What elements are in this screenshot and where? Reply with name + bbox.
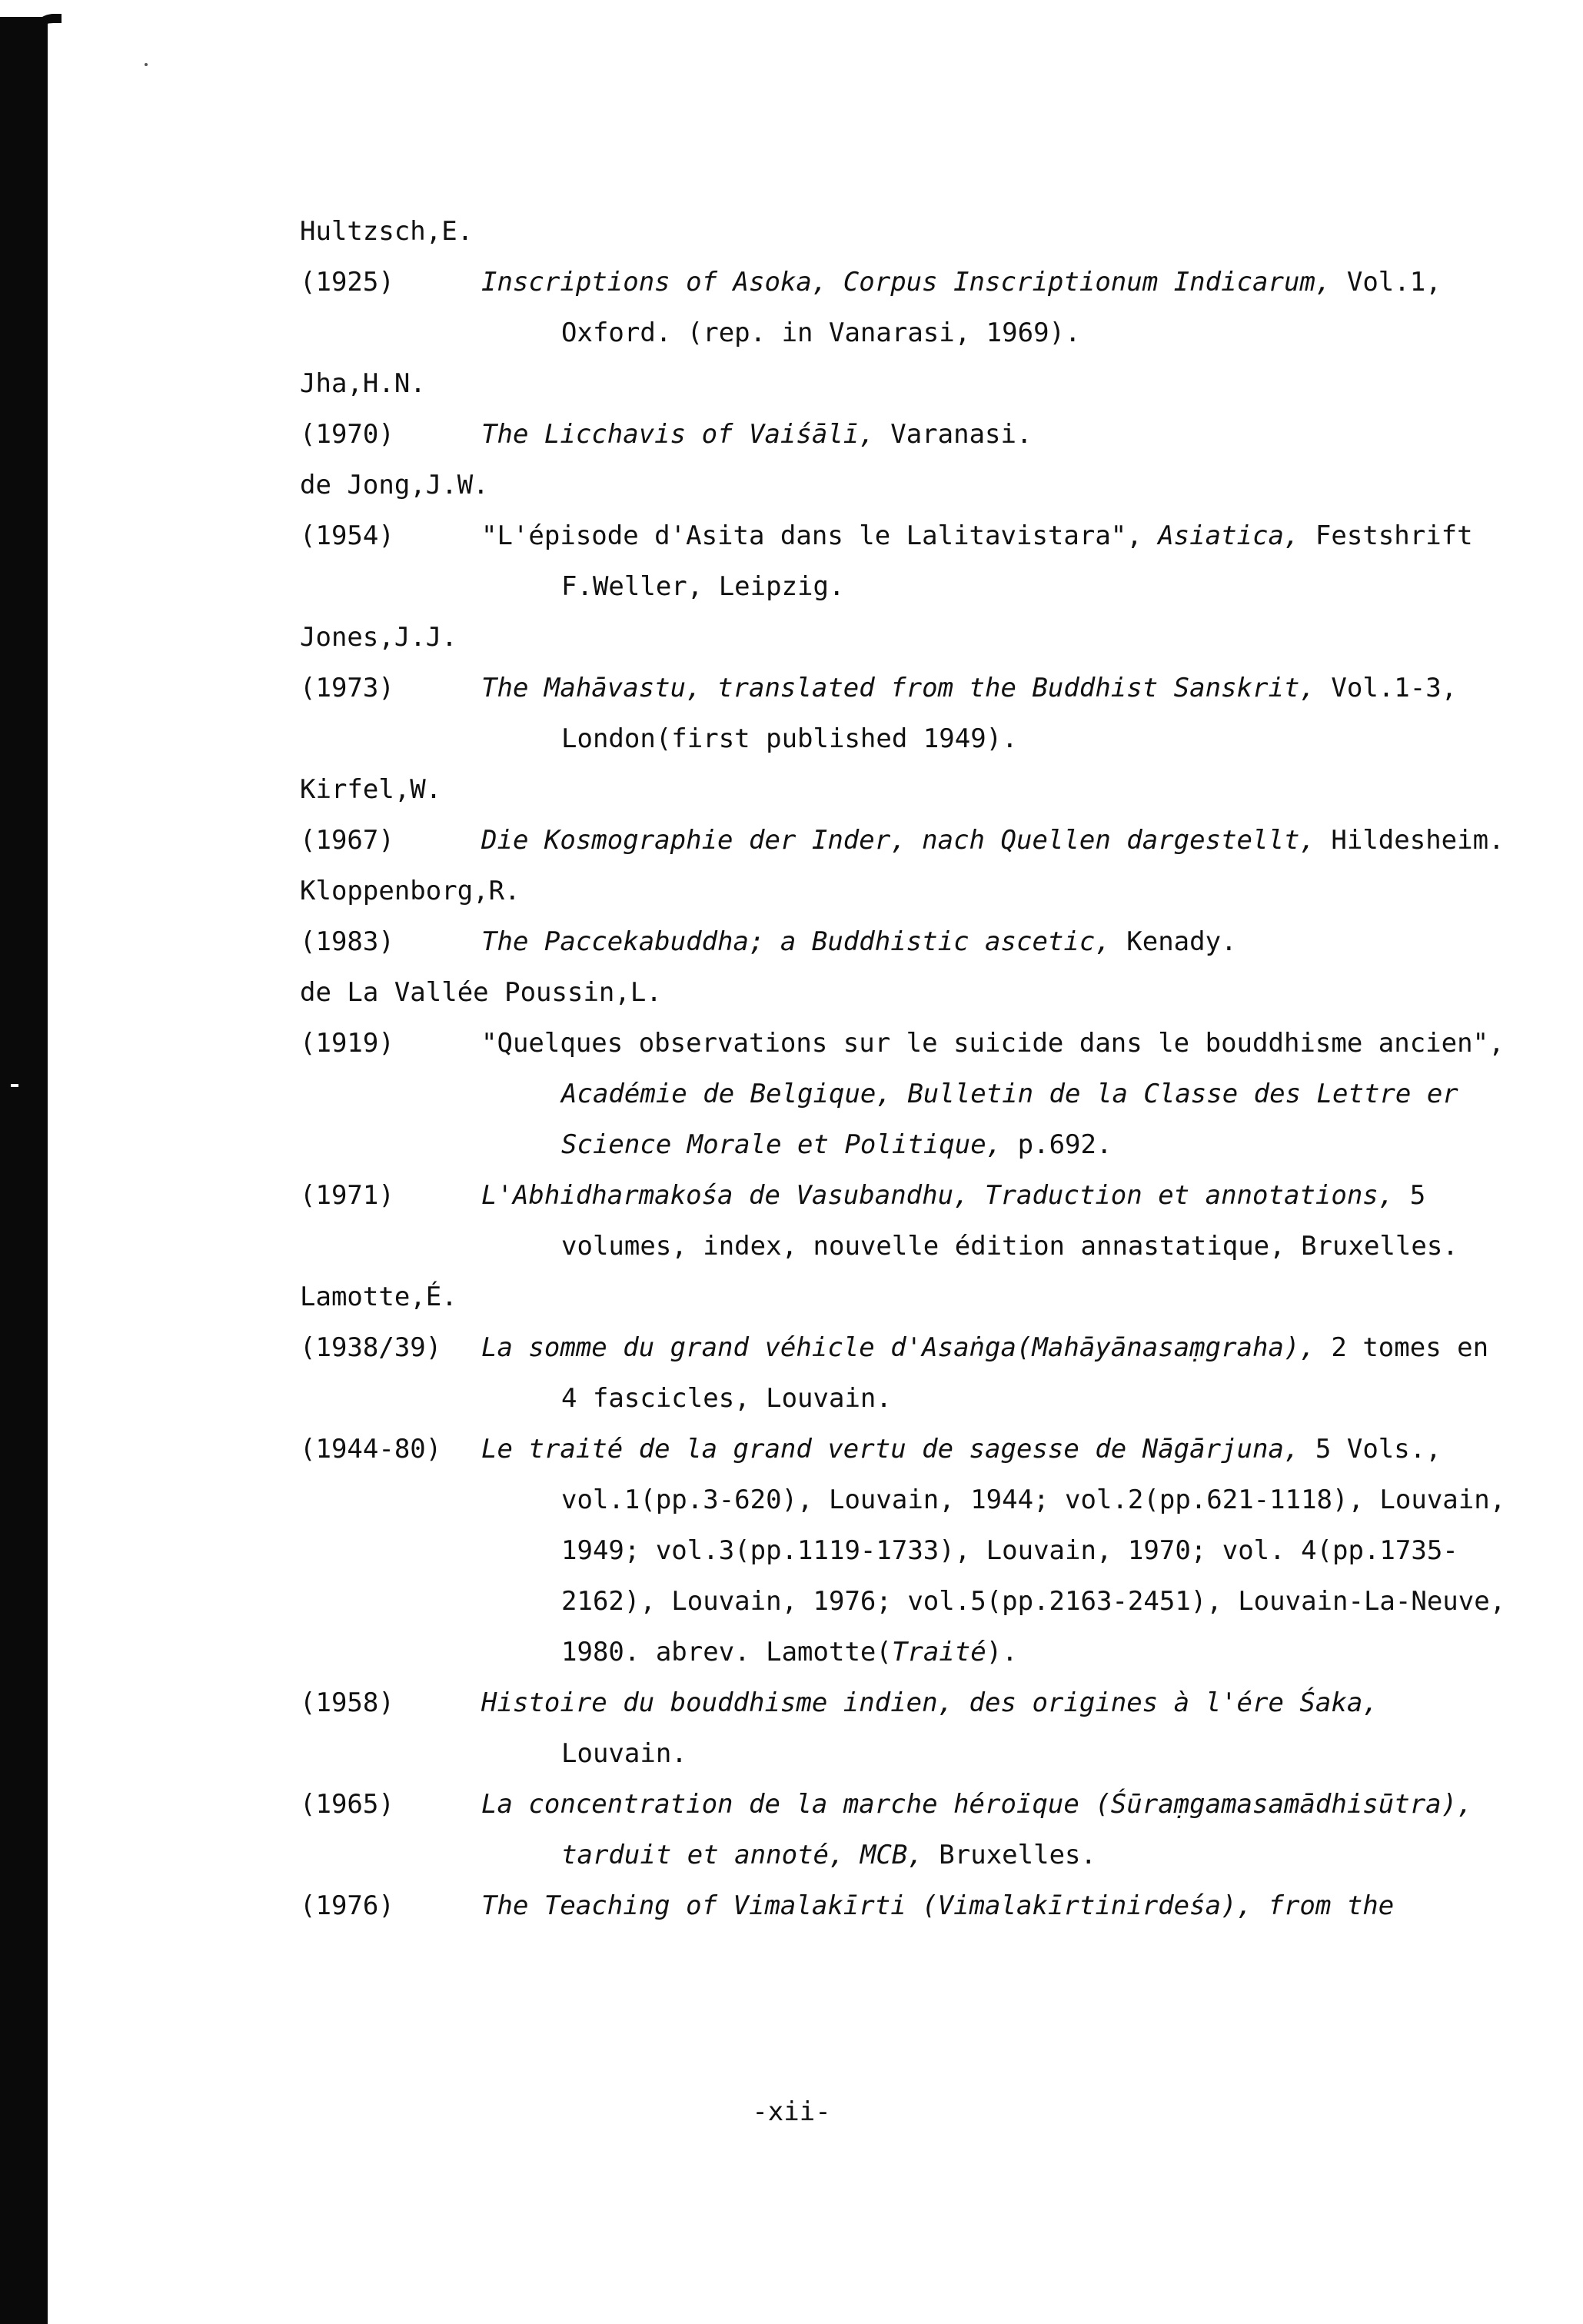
citation-text: Hildesheim. [1315, 825, 1505, 856]
entry-year: (1965) [300, 1789, 394, 1820]
citation-title: Histoire du bouddhisme indien, des origines à l'ére Śaka, [481, 1687, 1378, 1718]
entry-year: (1944-80) [300, 1434, 442, 1465]
bibliography-author: de Jong,J.W. [300, 470, 489, 500]
entry-citation [481, 1880, 1515, 1931]
entry-year: (1970) [300, 419, 394, 450]
scan-speck [145, 63, 148, 66]
citation-title: Inscriptions of Asoka, Corpus Inscriptionum Indicarum, [481, 267, 1332, 298]
bibliography-entry [300, 1424, 1515, 1677]
entry-year: (1954) [300, 520, 394, 551]
bibliography-entry [300, 1677, 1515, 1779]
entry-citation [481, 663, 1515, 764]
citation-text: Bruxelles. [923, 1840, 1096, 1870]
citation-title: Traité [891, 1637, 986, 1667]
entry-year: (1971) [300, 1180, 394, 1211]
citation-text: 5 Vols., vol.1(pp.3-620), Louvain, 1944; vol.2(pp.621-1118), Louvain, 1949; vol.3(pp.1119-1733), Louvain, 1970; vol. 4(pp.1735-2162), Louvain, 1976; vol.5(pp.2163-2451), Louvain-La-Neuve, 1980. abrev. Lamotte( [561, 1434, 1506, 1667]
citation-text: Kenady. [1110, 926, 1237, 957]
citation-text: "L'épisode d'Asita dans le Lalitavistara", [481, 520, 1159, 551]
entry-citation [481, 510, 1515, 612]
entry-citation [481, 916, 1515, 967]
citation-text: "Quelques observations sur le suicide dans le bouddhisme ancien", [481, 1028, 1505, 1059]
citation-title: Asiatica, [1158, 520, 1300, 551]
bibliography-author: Kirfel,W. [300, 774, 442, 805]
citation-text: ). [986, 1637, 1018, 1667]
entry-year: (1973) [300, 673, 394, 703]
citation-text: 2 tomes en 4 fascicles, Louvain. [561, 1332, 1489, 1414]
entry-year: (1983) [300, 926, 394, 957]
bibliography-entry [300, 815, 1515, 866]
entry-citation [481, 257, 1515, 358]
entry-citation [481, 1424, 1515, 1677]
citation-text: p.692. [1002, 1129, 1112, 1160]
entry-citation [481, 1170, 1515, 1272]
citation-title: The Paccekabuddha; a Buddhistic ascetic, [481, 926, 1111, 957]
bibliography-author: de La Vallée Poussin,L. [300, 977, 662, 1008]
citation-text: Varanasi. [874, 419, 1033, 450]
entry-year: (1919) [300, 1028, 394, 1059]
entry-year: (1976) [300, 1890, 394, 1921]
citation-text: Vol.1-3, London(first published 1949). [561, 673, 1458, 754]
scan-binding-edge [0, 17, 48, 2324]
citation-text: Louvain. [561, 1738, 687, 1769]
citation-title: L'Abhidharmakośa de Vasubandhu, Traduction et annotations, [481, 1180, 1395, 1211]
bibliography-entry [300, 1018, 1515, 1170]
bibliography-entry [300, 663, 1515, 764]
scan-margin-mark [11, 1084, 18, 1087]
citation-title: Die Kosmographie der Inder, nach Quellen dargestellt, [481, 825, 1315, 856]
entry-year: (1925) [300, 267, 394, 298]
citation-title: La concentration de la marche héroïque (Śūraṃgamasamādhisūtra), tarduit et annoté, MCB, [481, 1789, 1473, 1870]
bibliography-entry [300, 1170, 1515, 1272]
bibliography-author: Hultzsch,E. [300, 216, 474, 247]
bibliography-entry [300, 1880, 1515, 1931]
entry-citation [481, 1322, 1515, 1424]
entry-citation [481, 1677, 1515, 1779]
citation-title: La somme du grand véhicle d'Asaṅga(Mahāyānasaṃgraha), [481, 1332, 1315, 1363]
bibliography-list [300, 206, 1515, 1931]
entry-year: (1958) [300, 1687, 394, 1718]
entry-citation [481, 409, 1515, 460]
entry-citation [481, 1018, 1515, 1170]
bibliography-entry [300, 1322, 1515, 1424]
entry-citation [481, 1779, 1515, 1880]
entry-year: (1967) [300, 825, 394, 856]
bibliography-author: Jha,H.N. [300, 368, 426, 399]
citation-text: 5 volumes, index, nouvelle édition annastatique, Bruxelles. [561, 1180, 1458, 1262]
entry-citation [481, 815, 1515, 866]
citation-text: Festshrift F.Weller, Leipzig. [561, 520, 1473, 602]
bibliography-entry [300, 1779, 1515, 1880]
citation-title: The Mahāvastu, translated from the Buddhist Sanskrit, [481, 673, 1315, 703]
bibliography-entry [300, 257, 1515, 358]
bibliography-entry [300, 916, 1515, 967]
citation-title: Le traité de la grand vertu de sagesse de Nāgārjuna, [481, 1434, 1300, 1465]
bibliography-entry [300, 510, 1515, 612]
page-number: -xii- [752, 2096, 831, 2127]
citation-text: Vol.1, Oxford. (rep. in Vanarasi, 1969). [561, 267, 1442, 348]
bibliography-author: Kloppenborg,R. [300, 876, 520, 906]
citation-title: The Licchavis of Vaiśālī, [481, 419, 875, 450]
citation-title: Académie de Belgique, Bulletin de la Classe des Lettre er Science Morale et Politique, [561, 1079, 1458, 1160]
bibliography-author: Lamotte,É. [300, 1282, 457, 1312]
citation-title: The Teaching of Vimalakīrti (Vimalakīrtinirdeśa), from the [481, 1890, 1395, 1921]
bibliography-author: Jones,J.J. [300, 622, 457, 653]
bibliography-entry [300, 409, 1515, 460]
entry-year: (1938/39) [300, 1332, 442, 1363]
